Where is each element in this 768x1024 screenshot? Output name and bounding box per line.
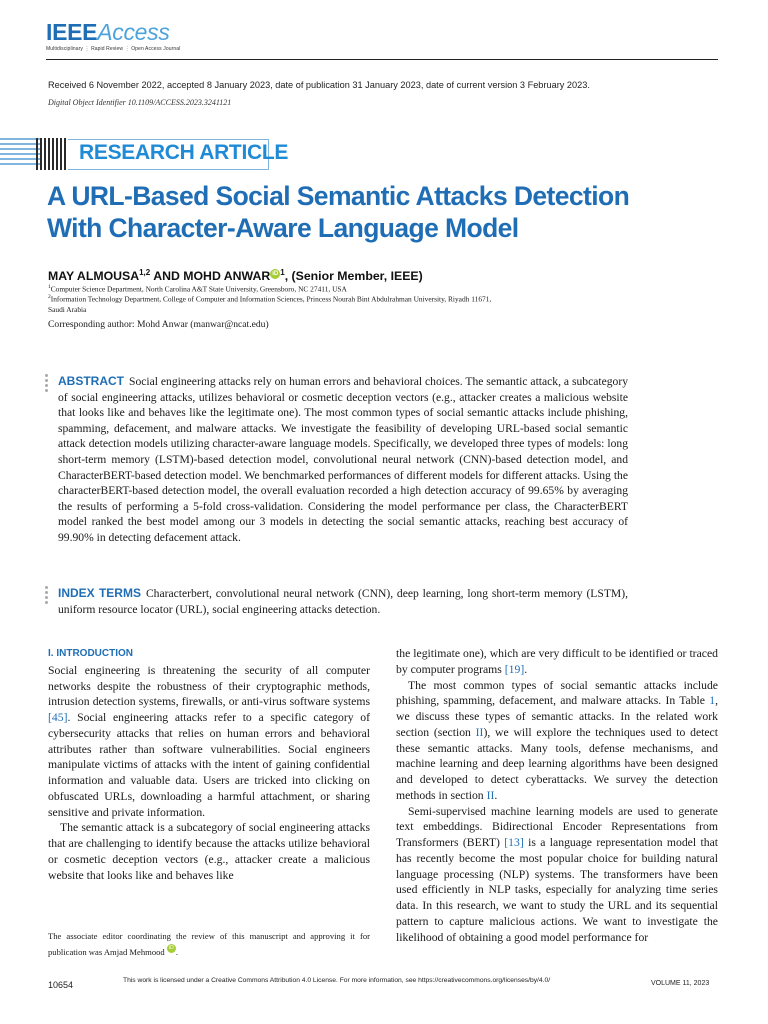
intro-rp1-text-a: the legitimate one), which are very difficult to be identified or traced by computer programs [396,647,718,676]
citation-13[interactable]: [13] [504,836,524,849]
intro-rp2-text-c: ), we will explore the techniques used to detect these semantic attacks. Many tools, defense mechanisms, and machine learning and deep learning algorithms have been designed and developed to detect cyberattacks. We survey the detection methods in section [396,725,718,802]
affiliation-1-num: 1 [48,284,51,290]
editor-note-end: . [175,947,179,957]
abstract [58,374,628,546]
authors [48,268,423,283]
title-line-1: A URL-Based Social Semantic Attacks Detection [47,181,630,211]
journal-name [46,20,180,44]
intro-paragraph-1 [48,663,370,821]
intro-rp1-text-b: . [524,662,528,676]
column-right [396,646,718,945]
affiliation-1 [48,284,347,293]
index-terms-marker [45,586,51,606]
article-type: RESEARCH ARTICLE [79,141,289,164]
header-rule [46,59,718,60]
author-1-affil: 1,2 [139,268,151,277]
intro-paragraph-3 [396,678,718,804]
intro-rp2-text-d: . [494,788,498,802]
citation-19[interactable]: [19] [504,662,525,676]
citation-45[interactable]: [45] [48,711,68,724]
editor-note-text: The associate editor coordinating the review of this manuscript and approving it for publication was Amjad Mehmood [48,931,370,957]
index-terms-text: Characterbert, convolutional neural network (CNN), deep learning, long short-term memory (LSTM), uniform resource locator (URL), social engineering attacks detection. [58,587,628,616]
affiliation-2-cont: Saudi Arabia [48,305,87,314]
journal-name-ieee: IEEE [46,19,98,45]
banner-bars [36,138,66,170]
journal-tagline: Multidisciplinary ⋮ Rapid Review ⋮ Open Access Journal [46,46,181,52]
affiliation-2-num: 2 [48,294,51,300]
column-left [48,646,370,883]
intro-rp3-text-a: Semi-supervised machine learning models are used to generate text embeddings. Bidirectional Encoder Representations from Transformers (BERT) [396,804,718,849]
abstract-text: Social engineering attacks rely on human errors and behavioral choices. The semantic attack, a subcategory of social engineering attacks, utilizes behavioral or cosmetic deception vectors (e.g., attacker creates a malicious website that looks like and behaves like the legitimate one). The most common types of social semantic attacks include phishing, spamming, defacement, and malware attacks. We investigate the feasibility of developing URL-based social semantic attack detection models utilizing character-aware language models. Specifically, we developed three types of models: long short-term memory (LSTM)-based detection model, convolutional neural network (CNN)-based detection model, and CharacterBERT-based detection model. We benchmarked performances of different models for different attacks. Using the characterBERT-based detection model, the overall evaluation recorded a high detection accuracy of 99.65% by averaging the results of performing a 5-fold cross-validation. Considering the model performance per class, the CharacterBERT model ranked the best model among our 3 models in detecting the social semantic attacks, reaching best accuracy of 99.90% in detecting defacement attack. [58,375,628,544]
journal-name-access: Access [97,19,170,45]
intro-paragraph-2-cont [396,646,718,678]
intro-rp2-text-a: The most common types of social semantic attacks include phishing, spamming, defacement, and malware attacks. In Table [396,678,718,708]
volume-info: VOLUME 11, 2023 [651,980,710,987]
section-heading-introduction: I. INTRODUCTION [48,648,133,659]
affiliation-2 [48,294,491,303]
license-notice: This work is licensed under a Creative Commons Attribution 4.0 License. For more information, see https://creativecommons.org/licenses/by/4.0/ [123,977,551,984]
intro-rp2-text-b: , we discuss these types of semantic attacks. In the related work section (section [396,694,718,739]
journal-logo [46,20,180,52]
author-1: MAY ALMOUSA [48,269,140,284]
intro-p1-text-b: . Social engineering attacks refer to a specific category of cybersecurity attacks that relies on human errors and behavioral attributes rather than software vulnerabilities. Social engineers manipulate victims of attacks with the intent of gaining confidential information and valuable data. Users are tricked into clicking on obfuscated URLs, downloading a harmful attachment, or sharing sensitive and private information. [48,711,370,819]
paper-title [47,180,727,244]
intro-p1-text-a: Social engineering is threatening the security of all computer networks despite the robustness of their cryptographic methods, intrusion detection systems, firewalls, or anti-virus software systems [48,663,370,709]
title-line-2: With Character-Aware Language Model [47,213,519,243]
editor-note [48,928,370,960]
table-1-link[interactable]: 1 [709,694,716,708]
section-2-link[interactable]: II [475,725,484,739]
affiliation-2-text: Information Technology Department, College of Computer and Information Sciences, Princess Nourah Bint Abdulrahman University, Riyadh 11671, [50,294,492,304]
abstract-marker [45,374,51,394]
affiliation-1-text: Computer Science Department, North Carolina A&T State University, Greensboro, NC 27411, USA [50,284,347,294]
orcid-icon[interactable]: iD [272,271,279,277]
intro-paragraph-4 [396,804,718,946]
corresponding-author: Corresponding author: Mohd Anwar (manwar@ncat.edu) [48,319,269,330]
abstract-heading: ABSTRACT [58,374,124,388]
index-terms [58,586,628,617]
publication-dates: Received 6 November 2022, accepted 8 January 2023, date of publication 31 January 2023, date of current version 3 February 2023. [48,80,590,90]
index-terms-heading: INDEX TERMS [58,586,141,600]
page-number: 10654 [48,980,74,990]
author-2-membership: , (Senior Member, IEEE) [284,269,423,284]
banner-stripes [0,138,40,170]
intro-paragraph-2: The semantic attack is a subcategory of social engineering attacks that are challenging to identify because the attacks utilize behavioral or cosmetic deception vectors (e.g., attacker create a malicious website that looks like and behaves like [48,821,370,882]
orcid-icon[interactable]: iD [167,944,176,953]
intro-rp3-text-b: is a language representation model that has recently become the most popular choice for building natural language processing (NLP) systems. The transformers have been used efficiently in NLP tasks, especially for analyzing time series data. In this research, we want to study the URL and its sequential pattern to capture malicious actions. We want to investigate the likelihood of obtaining a good model performance for [396,836,719,944]
author-2: AND MOHD ANWAR [150,269,271,284]
author-2-affil: 1 [280,268,285,277]
doi: Digital Object Identifier 10.1109/ACCESS.2023.3241121 [48,98,232,107]
section-2-link-2[interactable]: II [486,788,495,802]
